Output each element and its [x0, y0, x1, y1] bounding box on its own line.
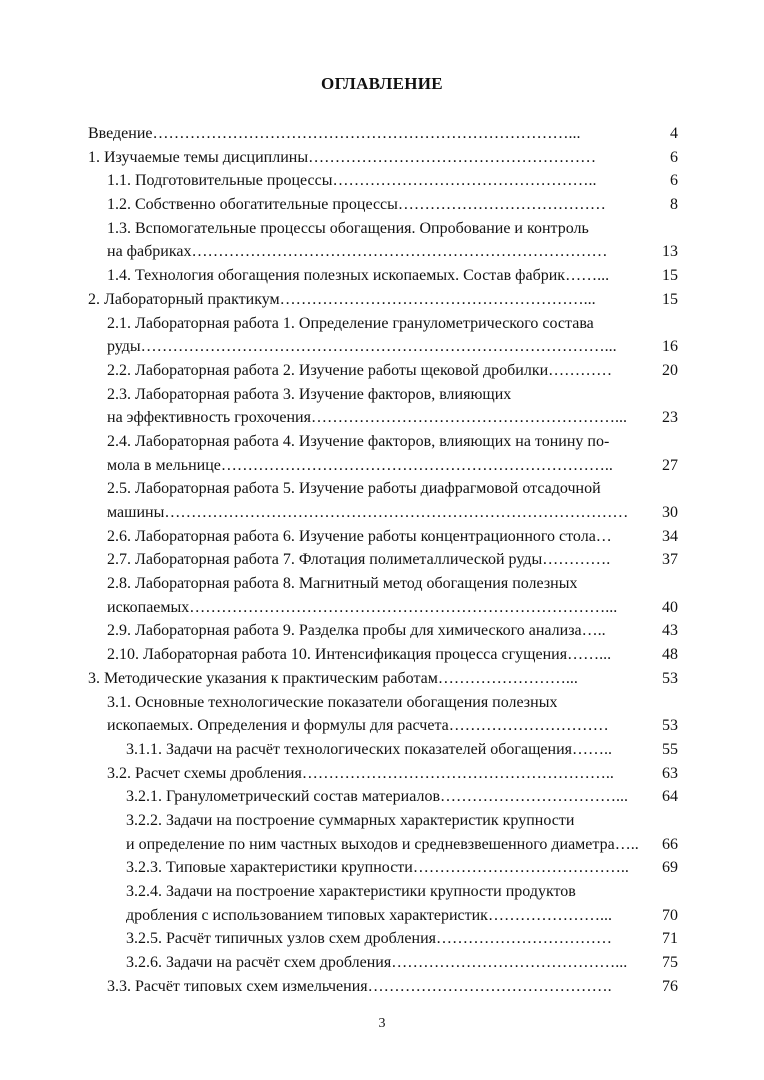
toc-entry-line	[88, 667, 678, 691]
toc-entry-page: 76	[662, 977, 678, 995]
toc-entry-text: 1.1. Подготовительные процессы…………………………………………..	[107, 172, 597, 190]
toc-entry-text: и определение по ним частных выходов и средневзвешенного диаметра…..	[126, 835, 639, 853]
toc-entry-text: 2.4. Лабораторная работа 4. Изучение факторов, влияющих на тонину по-	[107, 432, 610, 450]
toc-entry-line	[88, 312, 678, 336]
toc-entry[interactable]	[88, 738, 678, 762]
toc-entry-page: 75	[662, 954, 678, 972]
toc-entry[interactable]	[88, 146, 678, 170]
toc-entry-page: 43	[662, 622, 678, 640]
toc-entry-line	[88, 335, 678, 359]
toc-entry-text: 2.9. Лабораторная работа 9. Разделка пробы для химического анализа…..	[107, 622, 606, 640]
toc-entry-line	[88, 146, 678, 170]
toc-entry-page: 55	[662, 740, 678, 758]
table-of-contents	[88, 122, 678, 998]
toc-entry-text: 2.6. Лабораторная работа 6. Изучение работы концентрационного стола…	[107, 527, 612, 545]
toc-entry-page: 66	[662, 835, 678, 853]
toc-entry[interactable]	[88, 856, 678, 880]
toc-entry-line	[88, 927, 678, 951]
toc-entry-text: 2.2. Лабораторная работа 2. Изучение работы щековой дробилки…………	[107, 361, 613, 379]
toc-entry[interactable]	[88, 951, 678, 975]
toc-entry-page: 53	[662, 669, 678, 687]
toc-entry[interactable]	[88, 572, 678, 619]
toc-entry[interactable]	[88, 785, 678, 809]
toc-entry-text: ископаемых……………………………………………………………………...	[107, 598, 618, 616]
toc-entry-page: 53	[662, 717, 678, 735]
toc-entry-line	[88, 548, 678, 572]
toc-entry-text: 1. Изучаемые темы дисциплины………………………………………………	[88, 148, 597, 166]
toc-entry-line	[88, 975, 678, 999]
toc-entry-line	[88, 856, 678, 880]
toc-entry-text: 1.2. Собственно обогатительные процессы…………………………………	[107, 196, 606, 214]
toc-entry-page: 13	[662, 243, 678, 261]
toc-entry[interactable]	[88, 122, 678, 146]
toc-entry-page: 37	[662, 551, 678, 569]
toc-entry[interactable]	[88, 975, 678, 999]
toc-entry-page: 63	[662, 764, 678, 782]
toc-entry-page: 34	[662, 527, 678, 545]
toc-entry-text: 3.2.2. Задачи на построение суммарных характеристик крупности	[126, 811, 575, 829]
toc-entry-page: 71	[662, 930, 678, 948]
toc-entry[interactable]	[88, 667, 678, 691]
toc-entry[interactable]	[88, 430, 678, 477]
toc-entry[interactable]	[88, 619, 678, 643]
toc-entry-text: 2.3. Лабораторная работа 3. Изучение факторов, влияющих	[107, 385, 512, 403]
toc-entry-line	[88, 762, 678, 786]
toc-entry-line	[88, 501, 678, 525]
toc-entry-page: 6	[670, 172, 678, 190]
toc-entry-text: 1.3. Вспомогательные процессы обогащения. Опробование и контроль	[107, 219, 589, 237]
toc-entry-line	[88, 169, 678, 193]
toc-entry-line	[88, 477, 678, 501]
toc-entry[interactable]	[88, 643, 678, 667]
toc-entry-text: 3.2.4. Задачи на построение характеристики крупности продуктов	[126, 883, 576, 900]
toc-entry-line	[88, 596, 678, 620]
toc-entry-page: 15	[662, 267, 678, 285]
toc-entry-text: дробления с использованием типовых характеристик…………………...	[126, 906, 612, 924]
toc-entry-line	[88, 643, 678, 667]
page-number: 3	[378, 1016, 386, 1031]
toc-entry-text: ископаемых. Определения и формулы для расчета…………………………	[107, 717, 609, 735]
toc-entry-text: Введение……………………………………………………………………...	[88, 125, 581, 142]
toc-entry[interactable]	[88, 927, 678, 951]
toc-entry[interactable]	[88, 880, 678, 927]
toc-entry-line	[88, 904, 678, 928]
toc-entry-text: мола в мельнице………………………………………………………………..	[107, 456, 613, 474]
toc-entry-text: 2.5. Лабораторная работа 5. Изучение работы диафрагмовой отсадочной	[107, 480, 601, 498]
toc-entry-text: 1.4. Технология обогащения полезных ископаемых. Состав фабрик……...	[107, 267, 610, 285]
toc-entry-line	[88, 288, 678, 312]
toc-entry-line	[88, 359, 678, 383]
toc-entry[interactable]	[88, 264, 678, 288]
toc-entry[interactable]	[88, 359, 678, 383]
toc-entry-line	[88, 572, 678, 596]
toc-entry-line	[88, 217, 678, 241]
toc-entry-line	[88, 880, 678, 904]
toc-entry-page: 8	[670, 196, 678, 214]
toc-entry-page: 6	[670, 148, 678, 166]
toc-entry[interactable]	[88, 288, 678, 312]
toc-entry-text: 2.10. Лабораторная работа 10. Интенсификация процесса сгущения……...	[107, 646, 612, 664]
toc-entry-text: 3.1. Основные технологические показатели обогащения полезных	[107, 693, 558, 711]
toc-entry-line	[88, 430, 678, 454]
toc-entry-text: 3.2.5. Расчёт типичных узлов схем дробления……………………………	[126, 930, 612, 948]
toc-entry-text: 3.2. Расчет схемы дробления…………………………………………………..	[107, 764, 614, 782]
toc-entry-text: 3.1.1. Задачи на расчёт технологических показателей обогащения……..	[126, 740, 612, 758]
toc-entry-page: 40	[662, 598, 678, 616]
toc-entry-line	[88, 454, 678, 478]
toc-entry[interactable]	[88, 193, 678, 217]
toc-entry[interactable]	[88, 548, 678, 572]
toc-entry-page: 64	[662, 788, 678, 806]
toc-entry-line	[88, 691, 678, 715]
toc-entry-page: 70	[662, 906, 678, 924]
toc-entry-line	[88, 240, 678, 264]
toc-entry-line	[88, 738, 678, 762]
toc-entry-page: 27	[662, 456, 678, 474]
toc-entry-text: руды……………………………………………………………………………...	[107, 338, 617, 356]
page-title: ОГЛАВЛЕНИЕ	[321, 74, 443, 93]
toc-entry-text: 2.1. Лабораторная работа 1. Определение гранулометрического состава	[107, 314, 594, 332]
toc-entry-line	[88, 619, 678, 643]
toc-entry-text: 3.3. Расчёт типовых схем измельчения……………………………………….	[107, 977, 612, 995]
toc-entry-text: на эффективность грохочения…………………………………………………...	[107, 409, 627, 427]
toc-entry-line	[88, 383, 678, 407]
toc-entry[interactable]	[88, 525, 678, 549]
toc-entry[interactable]	[88, 762, 678, 786]
toc-entry-page: 30	[662, 504, 678, 521]
toc-entry-text: 3.2.3. Типовые характеристики крупности…………………………………..	[126, 859, 629, 877]
toc-entry-line	[88, 406, 678, 430]
toc-entry-text: на фабриках……………………………………………………………………	[107, 243, 608, 261]
toc-entry-line	[88, 785, 678, 809]
toc-entry-page: 20	[662, 361, 678, 379]
toc-entry[interactable]	[88, 477, 678, 524]
toc-entry-text: 2.8. Лабораторная работа 8. Магнитный метод обогащения полезных	[107, 575, 578, 593]
toc-entry-page: 15	[662, 290, 678, 308]
toc-entry-page: 48	[662, 646, 678, 664]
toc-entry-line	[88, 833, 678, 857]
toc-entry[interactable]	[88, 169, 678, 193]
toc-entry-line	[88, 525, 678, 549]
toc-entry[interactable]	[88, 383, 678, 430]
toc-entry-line	[88, 122, 678, 146]
toc-entry[interactable]	[88, 217, 678, 264]
toc-entry[interactable]	[88, 809, 678, 856]
toc-entry-line	[88, 809, 678, 833]
toc-entry-text: 2.7. Лабораторная работа 7. Флотация полиметаллической руды………….	[107, 551, 611, 569]
toc-entry-line	[88, 951, 678, 975]
toc-entry-line	[88, 193, 678, 217]
toc-entry-page: 69	[662, 859, 678, 877]
toc-entry[interactable]	[88, 312, 678, 359]
toc-entry-text: 3. Методические указания к практическим работам……………………...	[88, 669, 578, 687]
toc-entry-text: машины……………………………………………………………………………	[107, 504, 629, 521]
toc-entry-page: 23	[662, 409, 678, 427]
toc-entry-line	[88, 264, 678, 288]
toc-entry-page: 4	[670, 125, 678, 142]
toc-entry-text: 3.2.1. Гранулометрический состав материалов……………………………...	[126, 788, 628, 806]
toc-entry-text: 2. Лабораторный практикум…………………………………………………...	[88, 290, 596, 308]
toc-entry[interactable]	[88, 691, 678, 738]
toc-entry-page: 16	[662, 338, 678, 356]
toc-entry-line	[88, 714, 678, 738]
toc-entry-text: 3.2.6. Задачи на расчёт схем дробления……………………………………...	[126, 954, 628, 972]
